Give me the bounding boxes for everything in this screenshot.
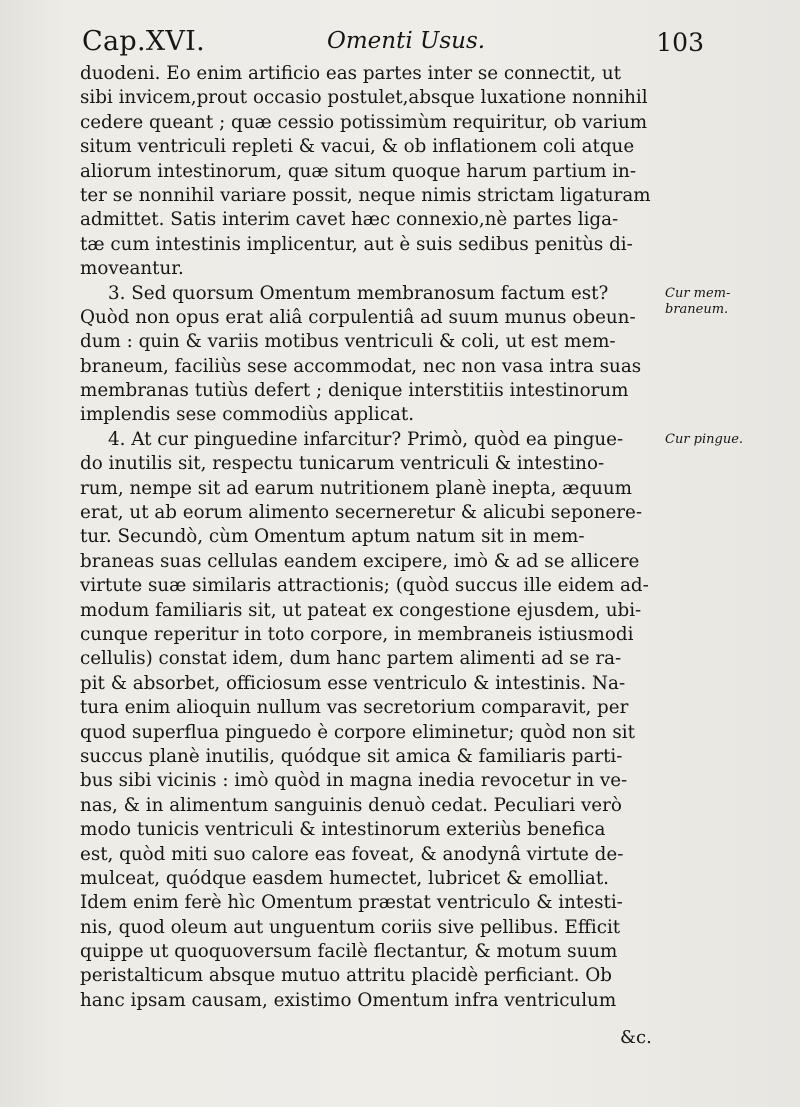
margin-note-pingue: Cur pingue. [665, 432, 744, 447]
text-line: aliorum intestinorum, quæ situm quoque harum partium in- [80, 160, 637, 182]
text-line: 3. Sed quorsum Omentum membranosum factum est? [108, 282, 609, 304]
text-line: mulceat, quódque easdem humectet, lubricet & emolliat. [80, 867, 609, 889]
text-line: admittet. Satis interim cavet hæc connexio,nè partes liga- [80, 209, 619, 231]
text-line: sibi invicem,prout occasio postulet,absque luxatione nonnihil [80, 87, 648, 109]
text-line: quippe ut quoquoversum facilè flectantur, & motum suum [80, 941, 618, 963]
text-line: virtute suæ similaris attractionis; (quòd succus ille eidem ad- [80, 575, 649, 597]
text-line: est, quòd miti suo calore eas foveat, & anodynâ virtute de- [80, 843, 624, 865]
text-line: bus sibi vicinis : imò quòd in magna inedia revocetur in ve- [80, 770, 628, 792]
text-line: tæ cum intestinis implicentur, aut è suis sedibus penitùs di- [80, 233, 633, 255]
running-header [82, 26, 712, 66]
text-line: modo tunicis ventriculi & intestinorum exteriùs benefica [80, 819, 606, 841]
catchword: &c. [620, 1027, 652, 1048]
page-number: 103 [656, 28, 704, 57]
text-line: succus planè inutilis, quódque sit amica & familiaris parti- [80, 745, 623, 767]
text-line: membranas tutiùs defert ; denique interstitiis intestinorum [80, 380, 629, 402]
text-line: 4. At cur pinguedine infarcitur? Primò, quòd ea pingue- [108, 428, 624, 450]
text-line: hanc ipsam causam, existimo Omentum infra ventriculum [80, 989, 617, 1011]
text-line: modum familiaris sit, ut pateat ex congestione ejusdem, ubi- [80, 599, 642, 621]
text-line: cunque reperitur in toto corpore, in membraneis istiusmodi [80, 623, 634, 645]
text-line: tur. Secundò, cùm Omentum aptum natum sit in mem- [80, 526, 585, 548]
chapter-label: Cap.XVI. [82, 26, 205, 57]
text-line: Idem enim ferè hìc Omentum præstat ventriculo & intesti- [80, 892, 623, 914]
text-line: duodeni. Eo enim artificio eas partes inter se connectit, ut [80, 63, 622, 84]
text-line: cellulis) constat idem, dum hanc partem alimenti ad se ra- [80, 648, 622, 670]
running-title: Omenti Usus. [327, 28, 486, 54]
text-line: pit & absorbet, officiosum esse ventriculo & intestinis. Na- [80, 672, 626, 694]
text-line: ter se nonnihil variare possit, neque nimis strictam ligaturam [80, 184, 651, 206]
text-line: implendis sese commodiùs applicat. [80, 404, 415, 426]
text-line: tura enim alioquin nullum vas secretorium comparavit, per [80, 697, 629, 719]
text-line: moveantur. [80, 258, 184, 280]
text-line: dum : quin & variis motibus ventriculi & coli, ut est mem- [80, 331, 616, 353]
text-line: braneum, faciliùs sese accommodat, nec non vasa intra suas [80, 355, 642, 377]
text-line: situm ventriculi repleti & vacui, & ob inflationem coli atque [80, 136, 635, 158]
body-text [80, 62, 658, 1013]
text-line: do inutilis sit, respectu tunicarum ventriculi & intestino- [80, 453, 605, 475]
text-line: braneas suas cellulas eandem excipere, imò & ad se allicere [80, 550, 640, 572]
text-line: Quòd non opus erat aliâ corpulentiâ ad suum munus obeun- [80, 306, 636, 328]
text-line: erat, ut ab eorum alimento secerneretur & alicubi seponere- [80, 502, 643, 524]
text-line: peristalticum absque mutuo attritu placidè perficiant. Ob [80, 965, 612, 987]
text-line: nas, & in alimentum sanguinis denuò cedat. Peculiari verò [80, 794, 622, 816]
text-line: cedere queant ; quæ cessio potissimùm requiritur, ob varium [80, 111, 648, 133]
text-line: nis, quod oleum aut unguentum coriis sive pellibus. Efficit [80, 916, 621, 938]
text-line: rum, nempe sit ad earum nutritionem planè inepta, æquum [80, 477, 632, 499]
margin-note-membraneum: Cur mem- braneum. [665, 286, 731, 317]
text-line: quod superflua pinguedo è corpore eliminetur; quòd non sit [80, 721, 635, 743]
